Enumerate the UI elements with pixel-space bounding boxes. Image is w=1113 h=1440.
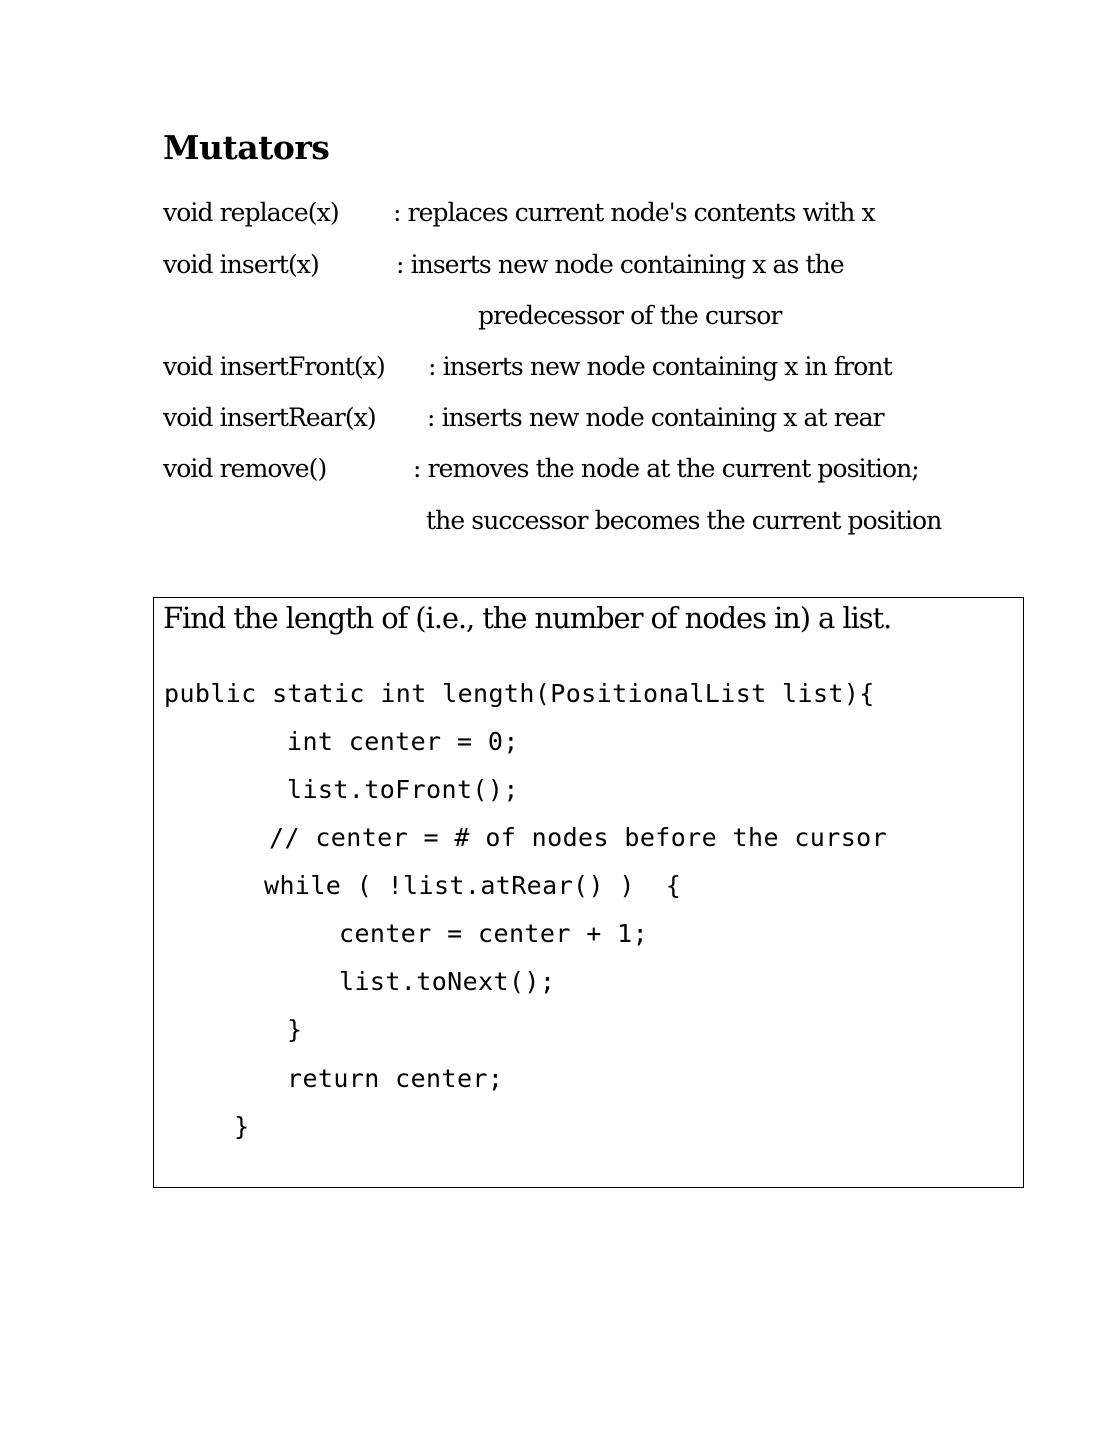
- method-description-remove-continued: the successor becomes the current position: [426, 506, 942, 535]
- method-description-insert-front: : inserts new node containing x in front: [428, 352, 892, 381]
- method-signature-insert-front: void insertFront(x): [163, 352, 385, 381]
- code-line: list.toFront();: [287, 775, 519, 804]
- method-description-insert-rear: : inserts new node containing x at rear: [427, 403, 884, 432]
- code-line: list.toNext();: [339, 967, 556, 996]
- code-line: }: [287, 1015, 303, 1044]
- method-signature-replace: void replace(x): [163, 198, 339, 227]
- code-line: int center = 0;: [287, 727, 519, 756]
- section-heading: Mutators: [163, 128, 330, 167]
- example-title: Find the length of (i.e., the number of nodes in) a list.: [163, 601, 892, 635]
- method-description-insert: : inserts new node containing x as the: [396, 250, 844, 279]
- code-line: }: [234, 1112, 250, 1141]
- method-description-replace: : replaces current node's contents with x: [393, 198, 875, 227]
- code-comment: // center = # of nodes before the cursor: [269, 823, 888, 852]
- method-signature-insert-rear: void insertRear(x): [163, 403, 376, 432]
- code-line: return center;: [287, 1064, 504, 1093]
- code-line: while ( !list.atRear() ) {: [264, 871, 682, 900]
- method-signature-remove: void remove(): [163, 454, 327, 483]
- code-line: center = center + 1;: [339, 919, 649, 948]
- method-description-remove: : removes the node at the current position;: [413, 454, 919, 483]
- method-description-insert-continued: predecessor of the cursor: [478, 301, 782, 330]
- code-line: public static int length(PositionalList list){: [164, 679, 875, 708]
- method-signature-insert: void insert(x): [163, 250, 319, 279]
